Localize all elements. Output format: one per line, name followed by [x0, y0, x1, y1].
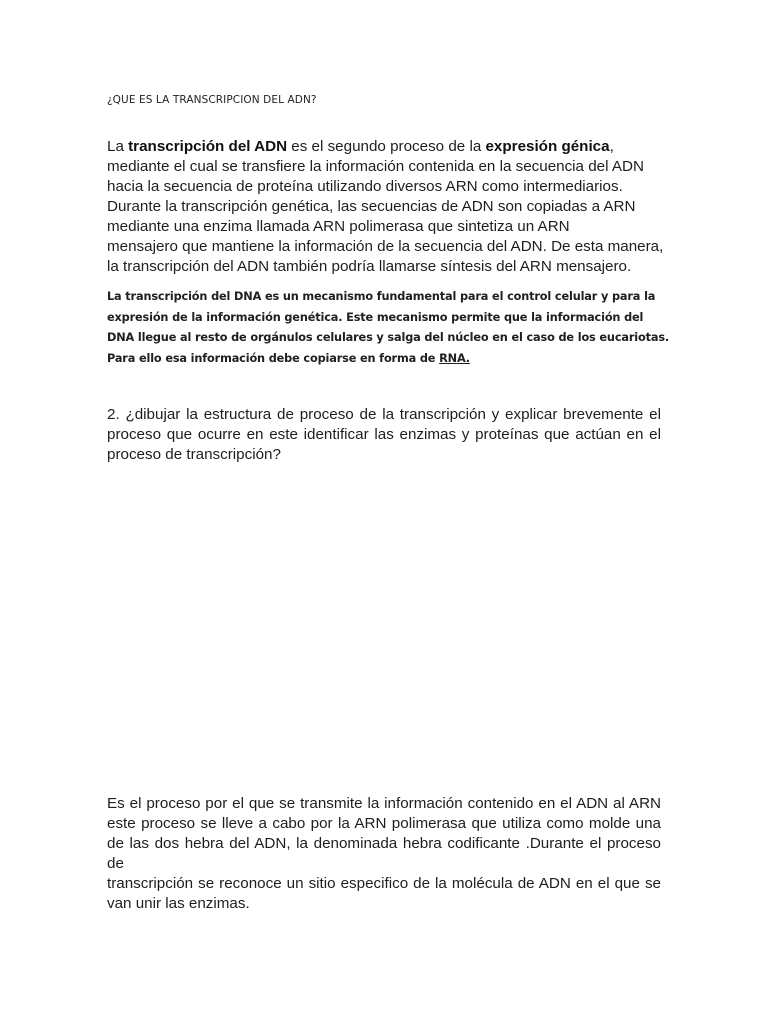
intro-line-5: mediante una enzima llamada ARN polimerasa que sintetiza un ARN	[107, 218, 570, 235]
bold-line-2: expresión de la información genética. Este mecanismo permite que la información del	[107, 310, 644, 324]
intro-line-7: la transcripción del ADN también podría llamarse síntesis del ARN mensajero.	[107, 258, 632, 275]
answer-line-5: van unir las enzimas.	[107, 895, 250, 912]
answer-line-4: transcripción se reconoce un sitio especifico de la molécula de ADN en el que se	[107, 875, 661, 892]
intro-paragraph	[107, 137, 664, 277]
page-title: ¿QUE ES LA TRANSCRIPCION DEL ADN?	[107, 94, 317, 106]
question-line-3: proceso de transcripción?	[107, 446, 281, 463]
intro-line-4: Durante la transcripción genética, las secuencias de ADN son copiadas a ARN	[107, 198, 636, 215]
bold-line-3: DNA llegue al resto de orgánulos celulares y salga del núcleo en el caso de los eucariotas.	[107, 331, 670, 345]
question-line-1: 2. ¿dibujar la estructura de proceso de la transcripción y explicar brevemente el	[107, 406, 661, 423]
blank-drawing-area	[107, 475, 661, 775]
intro-line-6: mensajero que mantiene la información de la secuencia del ADN. De esta manera,	[107, 238, 664, 255]
answer-line-1: Es el proceso por el que se transmite la información contenido en el ADN al ARN	[107, 795, 661, 812]
answer-paragraph	[107, 794, 661, 914]
bold-line-4	[107, 349, 661, 370]
bold-paragraph	[107, 287, 670, 369]
bold-term-expresion: expresión génica	[485, 138, 610, 155]
intro-line-3: hacia la secuencia de proteína utilizando diversos ARN como intermediarios.	[107, 178, 623, 195]
intro-text: La	[107, 138, 129, 155]
intro-line-1	[107, 137, 661, 157]
intro-text: es el segundo proceso de la	[287, 138, 486, 155]
question-line-2: proceso que ocurre en este identificar las enzimas y proteínas que actúan en el	[107, 426, 661, 443]
question-paragraph	[107, 405, 661, 465]
answer-line-2: este proceso se lleve a cabo por la ARN polimerasa que utiliza como molde una	[107, 815, 661, 832]
intro-line-2: mediante el cual se transfiere la información contenida en la secuencia del ADN	[107, 158, 644, 175]
bold-term-transcripcion: transcripción del ADN	[128, 138, 288, 155]
intro-text: ,	[609, 138, 614, 155]
answer-line-3: de las dos hebra del ADN, la denominada hebra codificante .Durante el proceso de	[107, 835, 661, 872]
underlined-rna: RNA.	[439, 351, 470, 365]
bold-line-1: La transcripción del DNA es un mecanismo fundamental para el control celular y para la	[107, 290, 656, 303]
bold-text: Para ello esa información debe copiarse en forma de	[107, 351, 440, 365]
